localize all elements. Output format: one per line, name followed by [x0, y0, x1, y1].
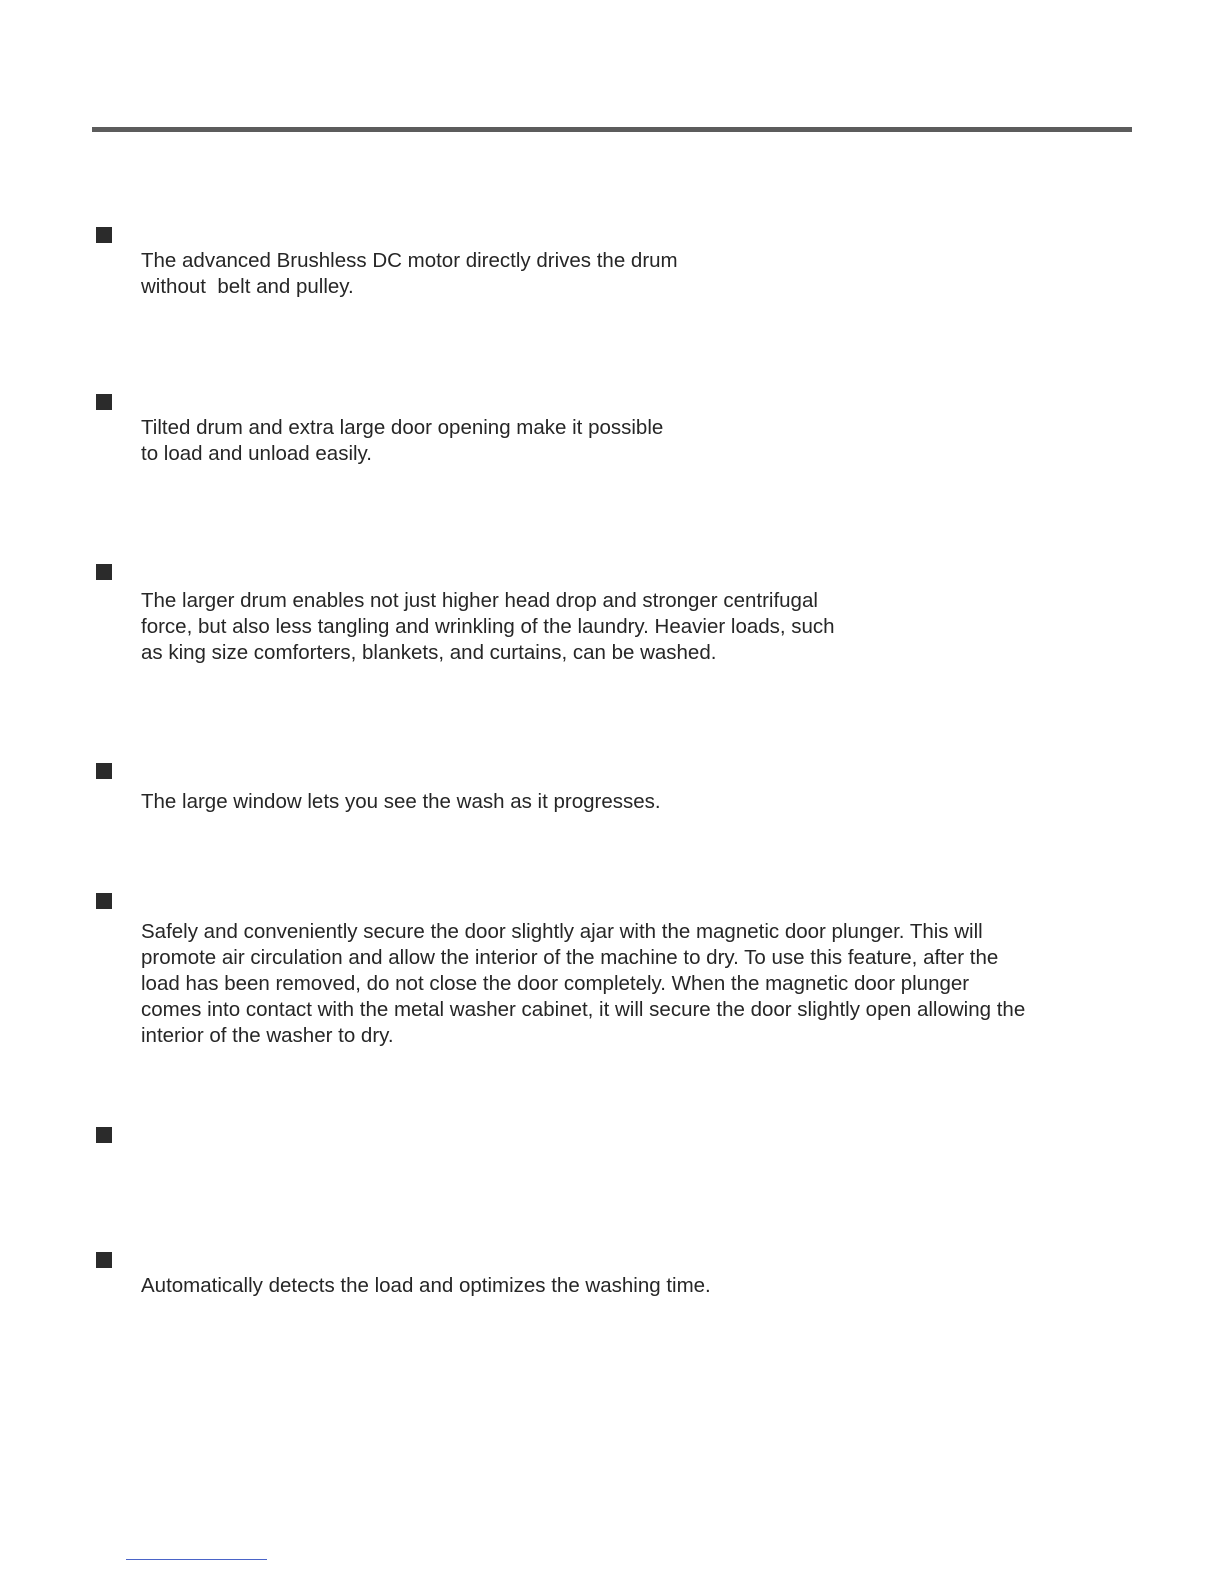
feature-1-line-1: The advanced Brushless DC motor directly drives the drum	[141, 249, 678, 272]
feature-bullet-2	[96, 394, 112, 410]
feature-description-4	[141, 789, 661, 815]
feature-2-line-2: to load and unload easily.	[141, 442, 372, 465]
feature-1-line-2: without belt and pulley.	[141, 275, 354, 298]
footer-link-underline[interactable]	[126, 1559, 267, 1560]
feature-3-line-1: The larger drum enables not just higher head drop and stronger centrifugal	[141, 589, 818, 612]
feature-description-7	[141, 1273, 711, 1299]
feature-5-line-1: Safely and conveniently secure the door slightly ajar with the magnetic door plunger. This will	[141, 920, 983, 943]
feature-5-line-2: promote air circulation and allow the interior of the machine to dry. To use this feature, after the	[141, 946, 999, 969]
feature-bullet-4	[96, 763, 112, 779]
feature-bullet-5	[96, 893, 112, 909]
feature-5-line-3: load has been removed, do not close the door completely. When the magnetic door plunger	[141, 972, 970, 995]
feature-description-1	[141, 248, 678, 300]
feature-description-5	[141, 919, 1025, 1049]
header-rule	[92, 127, 1132, 132]
feature-description-3	[141, 588, 835, 666]
feature-bullet-7	[96, 1252, 112, 1268]
feature-bullet-6	[96, 1127, 112, 1143]
feature-5-line-5: interior of the washer to dry.	[141, 1024, 394, 1047]
feature-2-line-1: Tilted drum and extra large door opening make it possible	[141, 416, 664, 439]
feature-bullet-3	[96, 564, 112, 580]
feature-3-line-3: as king size comforters, blankets, and curtains, can be washed.	[141, 641, 717, 664]
feature-5-line-4: comes into contact with the metal washer cabinet, it will secure the door slightly open allowing the	[141, 998, 1026, 1021]
feature-4-line-1: The large window lets you see the wash as it progresses.	[141, 790, 661, 813]
feature-bullet-1	[96, 227, 112, 243]
feature-3-line-2: force, but also less tangling and wrinkling of the laundry. Heavier loads, such	[141, 615, 835, 638]
feature-description-2	[141, 415, 663, 467]
feature-7-line-1: Automatically detects the load and optimizes the washing time.	[141, 1274, 711, 1297]
